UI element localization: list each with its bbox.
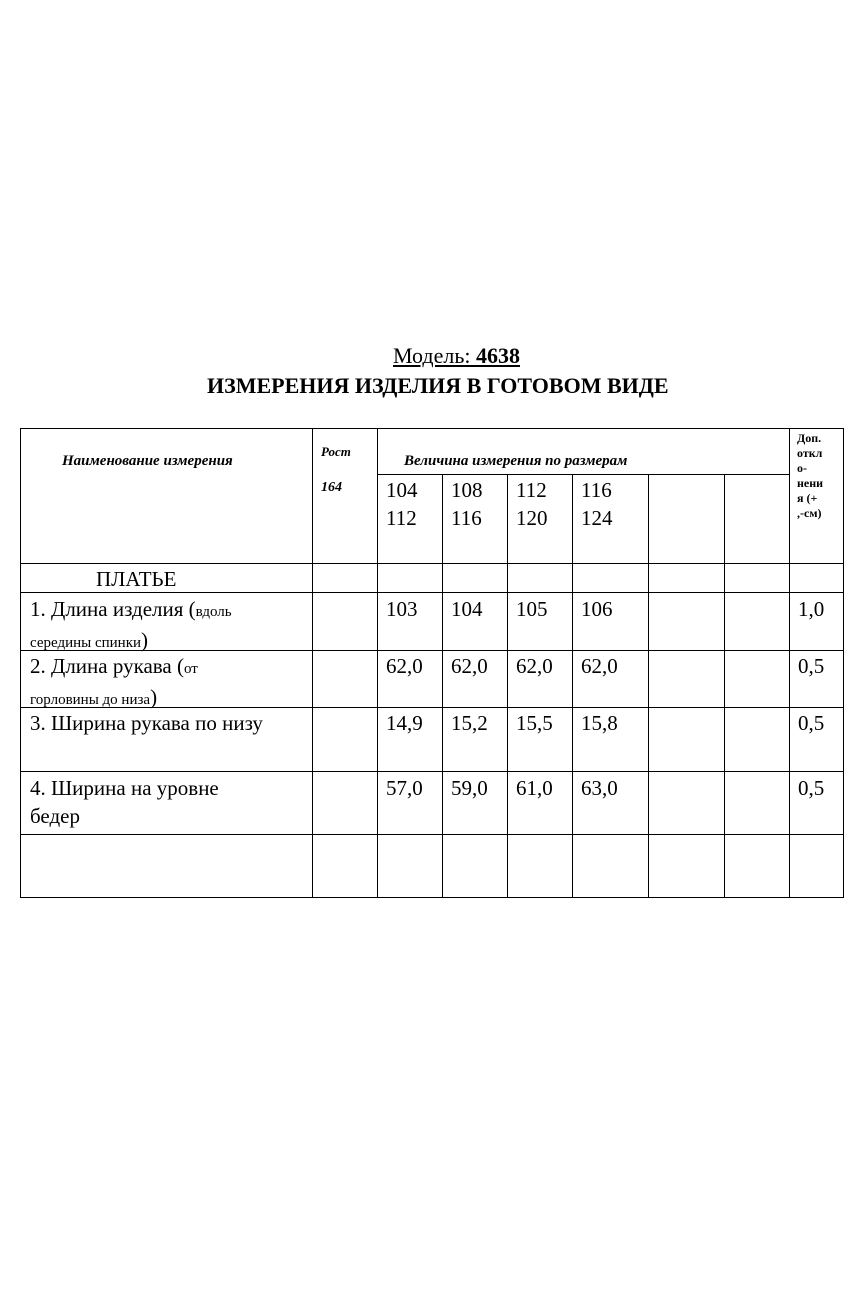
- row-3-tolerance: 0,5: [798, 711, 825, 735]
- model-number: 4638: [475, 343, 520, 368]
- header-height-value: 164: [321, 480, 342, 495]
- row-4-value: 61,0: [516, 776, 553, 800]
- size-108-116: 108 116: [451, 478, 483, 530]
- row-4-tolerance: 0,5: [798, 776, 825, 800]
- section-title: ПЛАТЬЕ: [96, 567, 177, 591]
- row-1-value: 105: [516, 597, 548, 621]
- row-3-value: 15,8: [581, 711, 618, 735]
- size-116-124: 116 124: [581, 478, 613, 530]
- model-label: Модель:: [393, 343, 476, 368]
- row-3-value: 15,2: [451, 711, 488, 735]
- row-2-value: 62,0: [386, 654, 423, 678]
- row-3-value: 14,9: [386, 711, 423, 735]
- row-3-name: 3. Ширина рукава по низу: [30, 711, 263, 735]
- row-1-value: 104: [451, 597, 483, 621]
- header-size-group: Величина измерения по размерам: [404, 453, 628, 469]
- row-2-value: 62,0: [581, 654, 618, 678]
- row-2-tolerance: 0,5: [798, 654, 825, 678]
- row-3-value: 15,5: [516, 711, 553, 735]
- header-height-label: Рост: [321, 444, 351, 459]
- row-4-value: 57,0: [386, 776, 423, 800]
- size-104-112: 104 112: [386, 478, 418, 530]
- row-4-name: 4. Ширина на уровне бедер: [30, 776, 219, 828]
- row-4-value: 59,0: [451, 776, 488, 800]
- row-1-value: 103: [386, 597, 418, 621]
- header-tolerance: Доп. откл о- нени я (+ ,-см): [797, 431, 824, 520]
- row-2-value: 62,0: [516, 654, 553, 678]
- row-2-value: 62,0: [451, 654, 488, 678]
- page-title: ИЗМЕРЕНИЯ ИЗДЕЛИЯ В ГОТОВОМ ВИДЕ: [207, 373, 669, 398]
- row-2-name: 2. Длина рукава (от горловины до низа): [30, 654, 198, 709]
- row-1-value: 106: [581, 597, 613, 621]
- size-112-120: 112 120: [516, 478, 548, 530]
- header-name-column: Наименование измерения: [62, 453, 233, 469]
- row-4-value: 63,0: [581, 776, 618, 800]
- row-1-tolerance: 1,0: [798, 597, 825, 621]
- row-1-name: 1. Длина изделия (вдоль середины спинки): [30, 597, 232, 652]
